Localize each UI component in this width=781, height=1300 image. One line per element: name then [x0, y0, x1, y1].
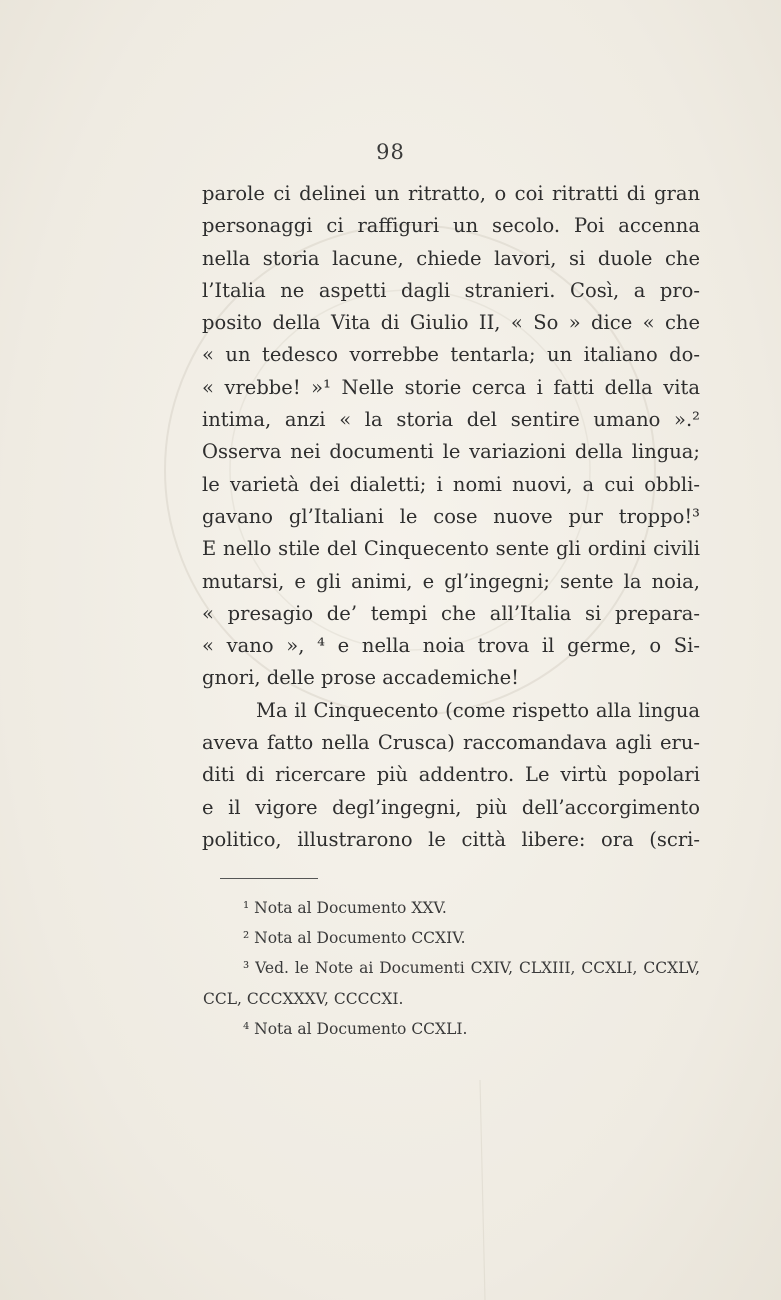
- footnote-separator: [220, 878, 318, 879]
- text-line-9: Osserva nei documenti le variazioni della lingua;: [202, 440, 700, 464]
- text-line-15: « vano », ⁴ e nella noia trova il germe, o Si-: [202, 634, 700, 658]
- text-line-14: « presagio de’ tempi che all’Italia si prepara-: [202, 601, 700, 625]
- footnote-4: ⁴ Nota al Documento CCXLI.: [243, 1019, 468, 1038]
- text-line-3: nella storia lacune, chiede lavori, si duole che: [202, 246, 700, 270]
- footnotes: [203, 893, 700, 1044]
- text-line-2: personaggi ci raffiguri un secolo. Poi accenna: [202, 214, 700, 238]
- main-text: [202, 178, 700, 856]
- text-line-7: « vrebbe! »¹ Nelle storie cerca i fatti della vita: [202, 375, 700, 399]
- footnote-3: ³ Ved. le Note ai Documenti CXIV, CLXIII, CCXLI, CCXLV,: [243, 959, 700, 978]
- text-line-16: gnori, delle prose accademiche!: [202, 666, 519, 690]
- text-line-10: le varietà dei dialetti; i nomi nuovi, a cui obbli-: [202, 472, 700, 496]
- text-line-6: « un tedesco vorrebbe tentarla; un italiano do-: [202, 343, 700, 367]
- footnote-1: ¹ Nota al Documento XXV.: [243, 899, 447, 917]
- text-line-13: mutarsi, e gli animi, e gl’ingegni; sente la noia,: [202, 569, 700, 593]
- footnote-2: ² Nota al Documento CCXIV.: [243, 929, 466, 948]
- text-line-1: parole ci delinei un ritratto, o coi ritratti di gran: [202, 182, 700, 205]
- text-line-17: Ma il Cinquecento (come rispetto alla lingua: [256, 698, 700, 722]
- page-number: 98: [376, 140, 405, 164]
- text-line-4: l’Italia ne aspetti dagli stranieri. Così, a pro-: [202, 278, 700, 302]
- text-line-11: gavano gl’Italiani le cose nuove pur troppo!³: [202, 504, 700, 528]
- text-line-20: e il vigore degl’ingegni, più dell’accorgimento: [202, 795, 700, 819]
- text-line-8: intima, anzi « la storia del sentire umano ».²: [202, 408, 700, 432]
- text-line-19: diti di ricercare più addentro. Le virtù popolari: [202, 763, 700, 787]
- text-line-18: aveva fatto nella Crusca) raccomandava agli eru-: [202, 731, 700, 755]
- footnote-3-continued: CCL, CCCXXXV, CCCCXI.: [203, 989, 404, 1008]
- text-line-12: E nello stile del Cinquecento sente gli ordini civili: [202, 537, 700, 561]
- text-line-21: politico, illustrarono le città libere: ora (scri-: [202, 827, 700, 851]
- text-line-5: posito della Vita di Giulio II, « So » dice « che: [202, 311, 700, 335]
